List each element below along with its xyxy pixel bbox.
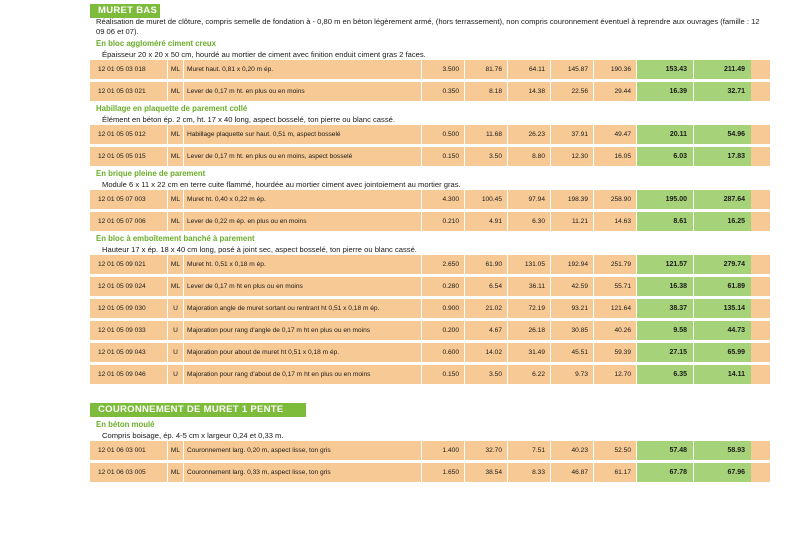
price-green-1: 153.43 [637,60,694,79]
price-green-2: 32.71 [694,82,751,101]
item-description: Muret haut. 0,81 x 0,20 m ép. [184,60,422,79]
price-green-2: 287.64 [694,190,751,209]
price-green-1: 6.35 [637,365,694,384]
item-description: Habillage plaquette sur haut. 0,51 m, aspect bosselé [184,125,422,144]
item-description: Lever de 0,22 m ép. en plus ou en moins [184,212,422,231]
value-2: 4.67 [465,321,508,340]
group-description: Épaisseur 20 x 20 x 50 cm, hourdé au mortier de ciment avec finition enduit ciment gras 2 faces. [102,50,426,59]
value-1: 4.300 [422,190,465,209]
value-2: 4.91 [465,212,508,231]
value-5: 40.26 [594,321,637,340]
value-4: 9.73 [551,365,594,384]
item-unit: ML [168,441,184,460]
item-unit: ML [168,147,184,166]
item-code: 12 01 05 09 030 [90,299,168,318]
group-title: En bloc aggloméré ciment creux [96,39,217,48]
item-code: 12 01 05 03 018 [90,60,168,79]
value-5: 16.05 [594,147,637,166]
group-title: Habillage en plaquette de parement collé [96,104,248,113]
value-4: 46.87 [551,463,594,482]
value-3: 8.80 [508,147,551,166]
value-3: 7.51 [508,441,551,460]
item-code: 12 01 05 09 024 [90,277,168,296]
value-1: 0.350 [422,82,465,101]
section-title: COURONNEMENT DE MURET 1 PENTE [90,403,306,417]
value-1: 0.150 [422,147,465,166]
price-row [90,82,770,101]
value-5: 12.70 [594,365,637,384]
price-row [90,60,770,79]
item-unit: ML [168,255,184,274]
value-2: 100.45 [465,190,508,209]
value-5: 14.63 [594,212,637,231]
value-2: 3.50 [465,147,508,166]
price-row [90,277,770,296]
price-green-2: 67.96 [694,463,751,482]
group-description: Module 6 x 11 x 22 cm en terre cuite flammé, hourdée au mortier ciment avec jointoiement au mortier gras. [102,180,461,189]
price-green-1: 20.11 [637,125,694,144]
value-1: 2.650 [422,255,465,274]
group-title: En brique pleine de parement [96,169,206,178]
value-5: 258.90 [594,190,637,209]
item-unit: ML [168,212,184,231]
value-4: 22.56 [551,82,594,101]
group-description: Élément en béton ép. 2 cm, ht. 17 x 40 long, aspect bosselé, ton pierre ou blanc cassé. [102,115,395,124]
value-3: 26.23 [508,125,551,144]
item-code: 12 01 05 05 015 [90,147,168,166]
price-green-2: 58.93 [694,441,751,460]
item-code: 12 01 06 03 001 [90,441,168,460]
price-green-2: 279.74 [694,255,751,274]
item-code: 12 01 05 07 006 [90,212,168,231]
section-intro: Réalisation de muret de clôture, compris semelle de fondation à - 0,80 m en béton légèrement armé, (hors terrassement), non compris couronnement éventuel à reprendre aux ouvrages (famille : 12 09 06 et 07). [96,17,760,36]
value-2: 3.50 [465,365,508,384]
value-5: 29.44 [594,82,637,101]
value-2: 11.68 [465,125,508,144]
value-4: 12.30 [551,147,594,166]
value-4: 145.87 [551,60,594,79]
value-2: 14.02 [465,343,508,362]
value-1: 1.400 [422,441,465,460]
value-5: 59.39 [594,343,637,362]
value-5: 52.50 [594,441,637,460]
item-description: Lever de 0,17 m ht. en plus ou en moins, aspect bosselé [184,147,422,166]
item-unit: U [168,343,184,362]
value-3: 36.11 [508,277,551,296]
value-5: 55.71 [594,277,637,296]
price-green-1: 57.48 [637,441,694,460]
value-4: 198.39 [551,190,594,209]
group-title: En béton moulé [96,420,155,429]
value-4: 30.85 [551,321,594,340]
price-green-1: 38.37 [637,299,694,318]
item-unit: ML [168,125,184,144]
price-green-2: 211.49 [694,60,751,79]
value-3: 131.05 [508,255,551,274]
price-green-1: 121.57 [637,255,694,274]
item-code: 12 01 05 09 046 [90,365,168,384]
value-1: 3.500 [422,60,465,79]
item-unit: ML [168,82,184,101]
price-row [90,190,770,209]
value-5: 49.47 [594,125,637,144]
price-green-1: 16.39 [637,82,694,101]
price-green-2: 44.73 [694,321,751,340]
value-2: 38.54 [465,463,508,482]
price-green-1: 8.61 [637,212,694,231]
price-green-1: 16.38 [637,277,694,296]
value-3: 26.18 [508,321,551,340]
value-2: 32.70 [465,441,508,460]
price-row [90,463,770,482]
value-4: 11.21 [551,212,594,231]
price-row [90,212,770,231]
value-3: 31.49 [508,343,551,362]
value-1: 0.200 [422,321,465,340]
item-unit: ML [168,463,184,482]
price-green-1: 27.15 [637,343,694,362]
value-1: 0.210 [422,212,465,231]
group-title: En bloc à emboîtement banché à parement [96,234,255,243]
price-catalog-page [90,0,770,485]
item-unit: U [168,299,184,318]
item-description: Couronnement larg. 0,33 m, aspect lisse, ton gris [184,463,422,482]
value-3: 6.30 [508,212,551,231]
item-unit: U [168,365,184,384]
value-5: 61.17 [594,463,637,482]
value-5: 251.79 [594,255,637,274]
price-row [90,441,770,460]
price-row [90,299,770,318]
value-3: 64.11 [508,60,551,79]
value-1: 0.500 [422,125,465,144]
value-3: 97.94 [508,190,551,209]
value-4: 192.94 [551,255,594,274]
item-unit: U [168,321,184,340]
item-code: 12 01 05 09 021 [90,255,168,274]
value-5: 121.64 [594,299,637,318]
price-green-2: 17.83 [694,147,751,166]
price-green-2: 135.14 [694,299,751,318]
value-4: 40.23 [551,441,594,460]
price-row [90,365,770,384]
price-green-2: 14.11 [694,365,751,384]
item-description: Muret ht. 0,40 x 0,22 m ép. [184,190,422,209]
item-description: Muret ht. 0,51 x 0,18 m ép. [184,255,422,274]
item-description: Lever de 0,17 m ht. en plus ou en moins [184,82,422,101]
value-4: 93.21 [551,299,594,318]
item-description: Majoration pour about de muret ht 0,51 x 0,18 m ép. [184,343,422,362]
value-2: 61.90 [465,255,508,274]
price-row [90,147,770,166]
item-description: Majoration angle de muret sortant ou rentrant ht 0,51 x 0,18 m ép. [184,299,422,318]
price-row [90,321,770,340]
price-row [90,255,770,274]
section-title: MURET BAS [90,4,160,18]
item-code: 12 01 05 05 012 [90,125,168,144]
value-2: 21.02 [465,299,508,318]
value-1: 1.650 [422,463,465,482]
price-green-1: 195.00 [637,190,694,209]
item-description: Majoration pour rang d'angle de 0,17 m ht en plus ou en moins [184,321,422,340]
item-code: 12 01 05 03 021 [90,82,168,101]
section-banner-muret-bas [90,0,770,14]
value-1: 0.900 [422,299,465,318]
value-5: 190.36 [594,60,637,79]
item-code: 12 01 06 03 005 [90,463,168,482]
value-1: 0.150 [422,365,465,384]
price-green-2: 61.89 [694,277,751,296]
value-2: 6.54 [465,277,508,296]
item-unit: ML [168,60,184,79]
price-green-1: 9.58 [637,321,694,340]
price-row [90,343,770,362]
group-description: Compris boisage, ép. 4-5 cm x largeur 0,24 et 0,33 m. [102,431,284,440]
value-4: 37.91 [551,125,594,144]
item-code: 12 01 05 07 003 [90,190,168,209]
value-4: 45.51 [551,343,594,362]
value-4: 42.59 [551,277,594,296]
value-2: 8.18 [465,82,508,101]
value-3: 8.33 [508,463,551,482]
item-code: 12 01 05 09 043 [90,343,168,362]
item-code: 12 01 05 09 033 [90,321,168,340]
value-1: 0.600 [422,343,465,362]
value-3: 6.22 [508,365,551,384]
item-description: Couronnement larg. 0,20 m, aspect lisse, ton gris [184,441,422,460]
item-description: Majoration pour rang d'about de 0,17 m ht en plus ou en moins [184,365,422,384]
section-banner-couronnement [90,399,770,413]
group-description: Hauteur 17 x ép. 18 x 40 cm long, posé à joint sec, aspect bosselé, ton pierre ou blanc cassé. [102,245,417,254]
price-green-1: 6.03 [637,147,694,166]
value-1: 0.280 [422,277,465,296]
price-green-2: 65.99 [694,343,751,362]
item-description: Lever de 0,17 m ht en plus ou en moins [184,277,422,296]
item-unit: ML [168,190,184,209]
value-3: 14.38 [508,82,551,101]
price-row [90,125,770,144]
value-3: 72.19 [508,299,551,318]
value-2: 81.76 [465,60,508,79]
item-unit: ML [168,277,184,296]
price-green-2: 54.96 [694,125,751,144]
price-green-1: 67.78 [637,463,694,482]
price-green-2: 16.25 [694,212,751,231]
